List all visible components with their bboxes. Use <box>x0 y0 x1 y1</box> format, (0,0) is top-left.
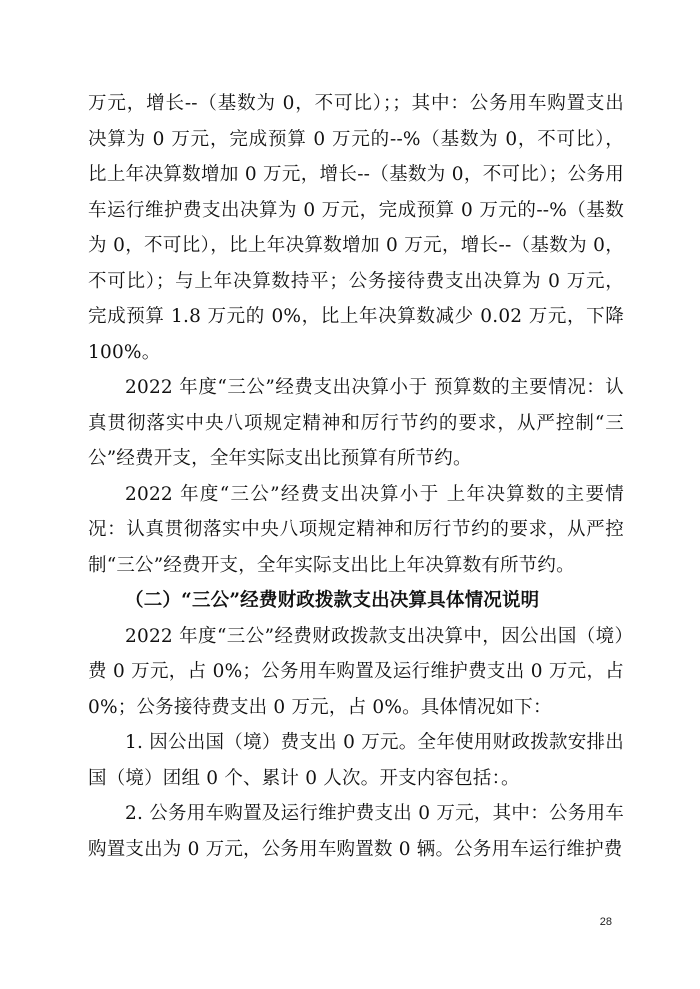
paragraph-budget-comparison: 2022 年度“三公”经费支出决算小于 预算数的主要情况：认真贯彻落实中央八项规定精神和厉行节约的要求，从严控制“三公”经费开支，全年实际支出比预算有所节约。 <box>88 377 624 469</box>
paragraph-official-vehicles: 2. 公务用车购置及运行维护费支出 0 万元，其中：公务用车购置支出为 0 万元，公务用车购置数 0 辆。公务用车运行维护费 <box>88 803 624 860</box>
document-body <box>88 86 624 867</box>
paragraph-overseas-travel: 1. 因公出国（境）费支出 0 万元。全年使用财政拨款安排出国（境）团组 0 个、累计 0 人次。开支内容包括：。 <box>88 732 624 789</box>
paragraph-continuation: 万元，增长--（基数为 0，不可比）；；其中：公务用车购置支出决算为 0 万元，完成预算 0 万元的--%（基数为 0，不可比），比上年决算数增加 0 万元，增长--（基数为 0，不可比）；公务用车运行维护费支出决算为 0 万元，完成预算 0 万元的--%（基数为 0，不可比），比上年决算数增加 0 万元，增长--（基数为 0，不可比）；与上年决算数持平；公务接待费支出决算为 0 万元，完成预算 1.8 万元的 0%，比上年决算数减少 0.02 万元，下降 100%。 <box>88 93 624 363</box>
paragraph-section-summary: 2022 年度“三公”经费财政拨款支出决算中，因公出国（境）费 0 万元，占 0%；公务用车购置及运行维护费支出 0 万元，占 0%；公务接待费支出 0 万元，占 0%。具体情况如下： <box>88 625 624 718</box>
paragraph-prior-year-comparison: 2022 年度“三公”经费支出决算小于 上年决算数的主要情况：认真贯彻落实中央八项规定精神和厉行节约的要求，从严控制“三公”经费开支，全年实际支出比上年决算数有所节约。 <box>88 483 624 576</box>
page-number: 28 <box>599 916 612 928</box>
section-heading: （二）“三公”经费财政拨款支出决算具体情况说明 <box>125 590 540 611</box>
